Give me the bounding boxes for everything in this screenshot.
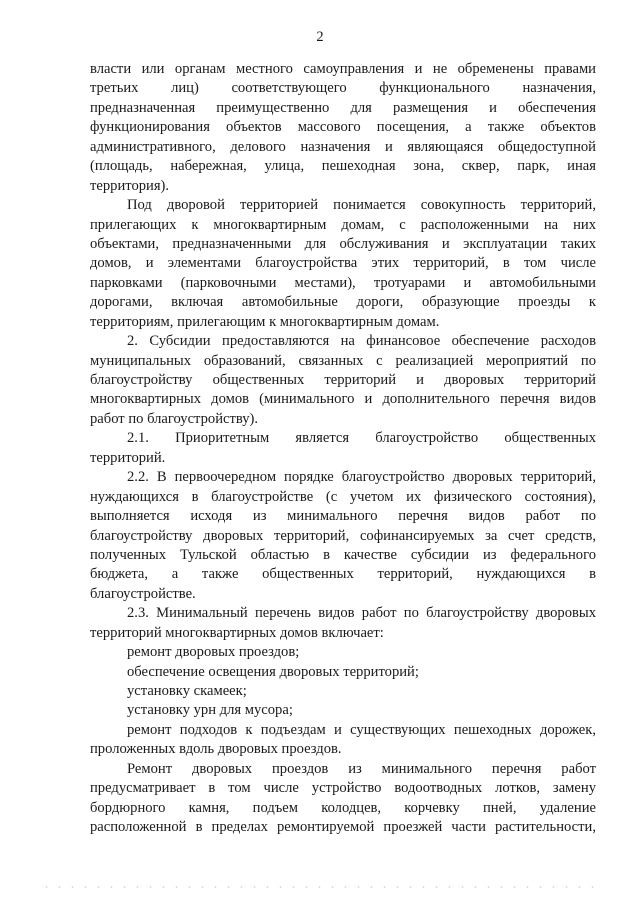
text-line: 2. Субсидии предоставляются на финансовое обеспечение расходов (127, 333, 596, 350)
document-body (90, 60, 596, 838)
text-line: предназначенная преимущественно для размещения и обеспечения (90, 99, 596, 116)
text-line: ремонт дворовых проездов; (127, 644, 300, 661)
text-line: территорий многоквартирных домов включает: (90, 624, 384, 641)
text-line: благоустройстве. (90, 585, 196, 602)
text-line: объектами, предназначенными для обслуживания и эксплуатации таких (90, 235, 596, 252)
text-line: 2.1. Приоритетным является благоустройство общественных (127, 430, 596, 447)
text-line: нуждающихся в благоустройстве (с учетом их физического состояния), (90, 488, 596, 505)
text-line: ремонт подходов к подъездам и существующих пешеходных дорожек, (127, 721, 596, 738)
text-line: бордюрного камня, подъем колодцев, корчевку пней, удаление (90, 799, 596, 816)
text-line: благоустройству общественных территорий и дворовых территорий (90, 372, 596, 388)
text-line: расположенной в пределах ремонтируемой проезжей части растительности, (90, 819, 596, 836)
text-line: обеспечение освещения дворовых территорий; (127, 663, 419, 680)
text-line: домов, и элементами благоустройства этих территорий, в том числе (90, 255, 596, 272)
text-line: прилегающих к многоквартирным домам, с расположенными на них (90, 216, 596, 233)
text-line: выполняется исходя из минимального перечня видов работ по (90, 508, 596, 525)
text-line: Ремонт дворовых проездов из минимального перечня работ (127, 760, 596, 777)
scan-artifact-dots (40, 886, 600, 888)
text-line: установку урн для мусора; (127, 702, 293, 719)
text-line: предусматривает в том числе устройство водоотводных лотков, замену (90, 780, 596, 797)
text-line: парковками (парковочными местами), тротуарами и автомобильными (90, 274, 596, 291)
text-line: Под дворовой территорией понимается совокупность территорий, (127, 197, 596, 214)
text-line: третьих лиц) соответствующего функционального назначения, (90, 80, 596, 97)
text-line: дорогами, включая автомобильные дороги, образующие проезды к (90, 294, 596, 311)
text-line: установку скамеек; (127, 683, 247, 699)
text-line: работ по благоустройству). (90, 410, 259, 427)
text-line: муниципальных образований, связанных с реализацией мероприятий по (90, 352, 596, 369)
page-number: 2 (316, 29, 324, 45)
text-line: проложенных вдоль дворовых проездов. (90, 741, 342, 758)
text-line: многоквартирных домов (минимального и дополнительного перечня видов (90, 391, 596, 408)
text-line: власти или органам местного самоуправления и не обременены правами (90, 61, 596, 77)
text-line: функционирования объектов массового посещения, а также объектов (90, 119, 596, 136)
text-line: бюджета, а также общественных территорий, нуждающихся в (90, 566, 596, 583)
text-line: административного, делового назначения и являющаяся общедоступной (90, 138, 596, 155)
text-line: благоустройству дворовых территорий, софинансируемых за счет средств, (90, 527, 596, 544)
text-line: полученных Тульской областью в качестве субсидии из федерального (90, 546, 596, 563)
text-line: территориям, прилегающим к многоквартирным домам. (90, 313, 440, 330)
text-line: 2.3. Минимальный перечень видов работ по благоустройству дворовых (127, 605, 596, 622)
text-line: территорий. (90, 449, 166, 466)
text-line: (площадь, набережная, улица, пешеходная зона, сквер, парк, иная (90, 158, 596, 175)
text-line: территория). (90, 177, 170, 194)
text-line: 2.2. В первоочередном порядке благоустройство дворовых территорий, (127, 469, 596, 486)
